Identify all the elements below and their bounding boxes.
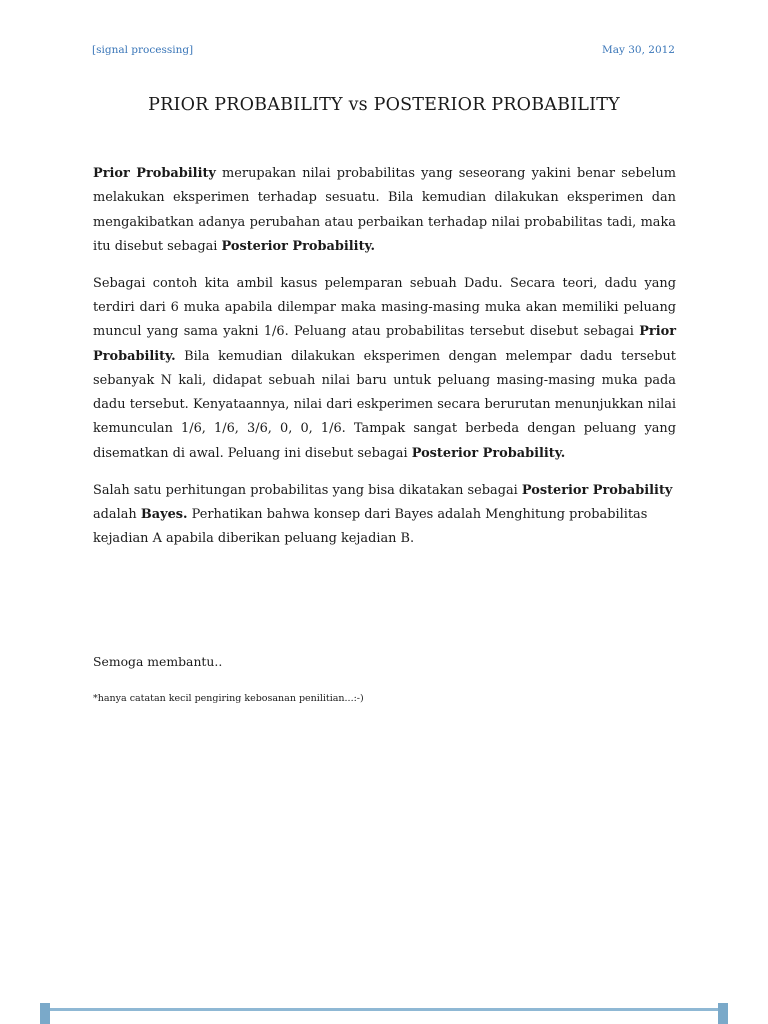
- paragraph-2-text-b: Bila kemudian dilakukan eksperimen dengan melempar dadu tersebut sebanyak N kali, didapat sebuah nilai baru untuk peluang masing-masing muka pada dadu tersebut. Kenyataannya, nilai dari eskperimen secara berurutan menunjukkan nilai kemunculan 1/6, 1/6, 3/6, 0, 0, 1/6. Tampak sangat berbeda dengan peluang yang disematkan di awal. Peluang ini disebut sebagai: [93, 348, 676, 461]
- term-posterior-probability: Posterior Probability.: [221, 238, 376, 254]
- footnote: *hanya catatan kecil pengiring kebosanan penilitian...:-): [93, 693, 364, 704]
- paragraph-1: [93, 162, 676, 259]
- document-body: [93, 162, 676, 564]
- page-border-left-post: [40, 1003, 50, 1024]
- term-posterior-probability: Posterior Probability.: [411, 445, 566, 461]
- paragraph-3-text-c: Perhatikan bahwa konsep dari Bayes adalah Menghitung probabilitas kejadian A apabila diberikan peluang kejadian B.: [93, 506, 648, 547]
- closing-remark: Semoga membantu..: [93, 654, 223, 669]
- header-date: May 30, 2012: [601, 44, 675, 56]
- page-border-bottom: [43, 1008, 727, 1011]
- paragraph-3-text-a: Salah satu perhitungan probabilitas yang bisa dikatakan sebagai: [93, 482, 522, 498]
- paragraph-3-text-b: adalah: [93, 506, 141, 522]
- term-prior-probability: Prior Probability.: [93, 324, 676, 364]
- term-bayes: Bayes.: [140, 506, 188, 522]
- paragraph-2-text-a: Sebagai contoh kita ambil kasus pelemparan sebuah Dadu. Secara teori, dadu yang terdiri dari 6 muka apabila dilempar maka masing-masing muka akan memiliki peluang muncul yang sama yakni 1/6. Peluang atau probabilitas tersebut disebut sebagai: [93, 275, 676, 340]
- paragraph-2: [93, 272, 676, 466]
- term-posterior-probability: Posterior Probability: [521, 482, 673, 498]
- page-border-right-post: [718, 1003, 728, 1024]
- page-title: PRIOR PROBABILITY vs POSTERIOR PROBABILITY: [148, 95, 620, 115]
- paragraph-1-text: merupakan nilai probabilitas yang seseorang yakini benar sebelum melakukan eksperimen terhadap sesuatu. Bila kemudian dilakukan eksperimen dan mengakibatkan adanya perubahan atau perbaikan terhadap nilai probabilitas tadi, maka itu disebut sebagai: [93, 166, 676, 254]
- paragraph-3: [93, 479, 676, 552]
- header-section-label: [signal processing]: [92, 44, 194, 56]
- term-prior-probability: Prior Probability: [93, 166, 216, 181]
